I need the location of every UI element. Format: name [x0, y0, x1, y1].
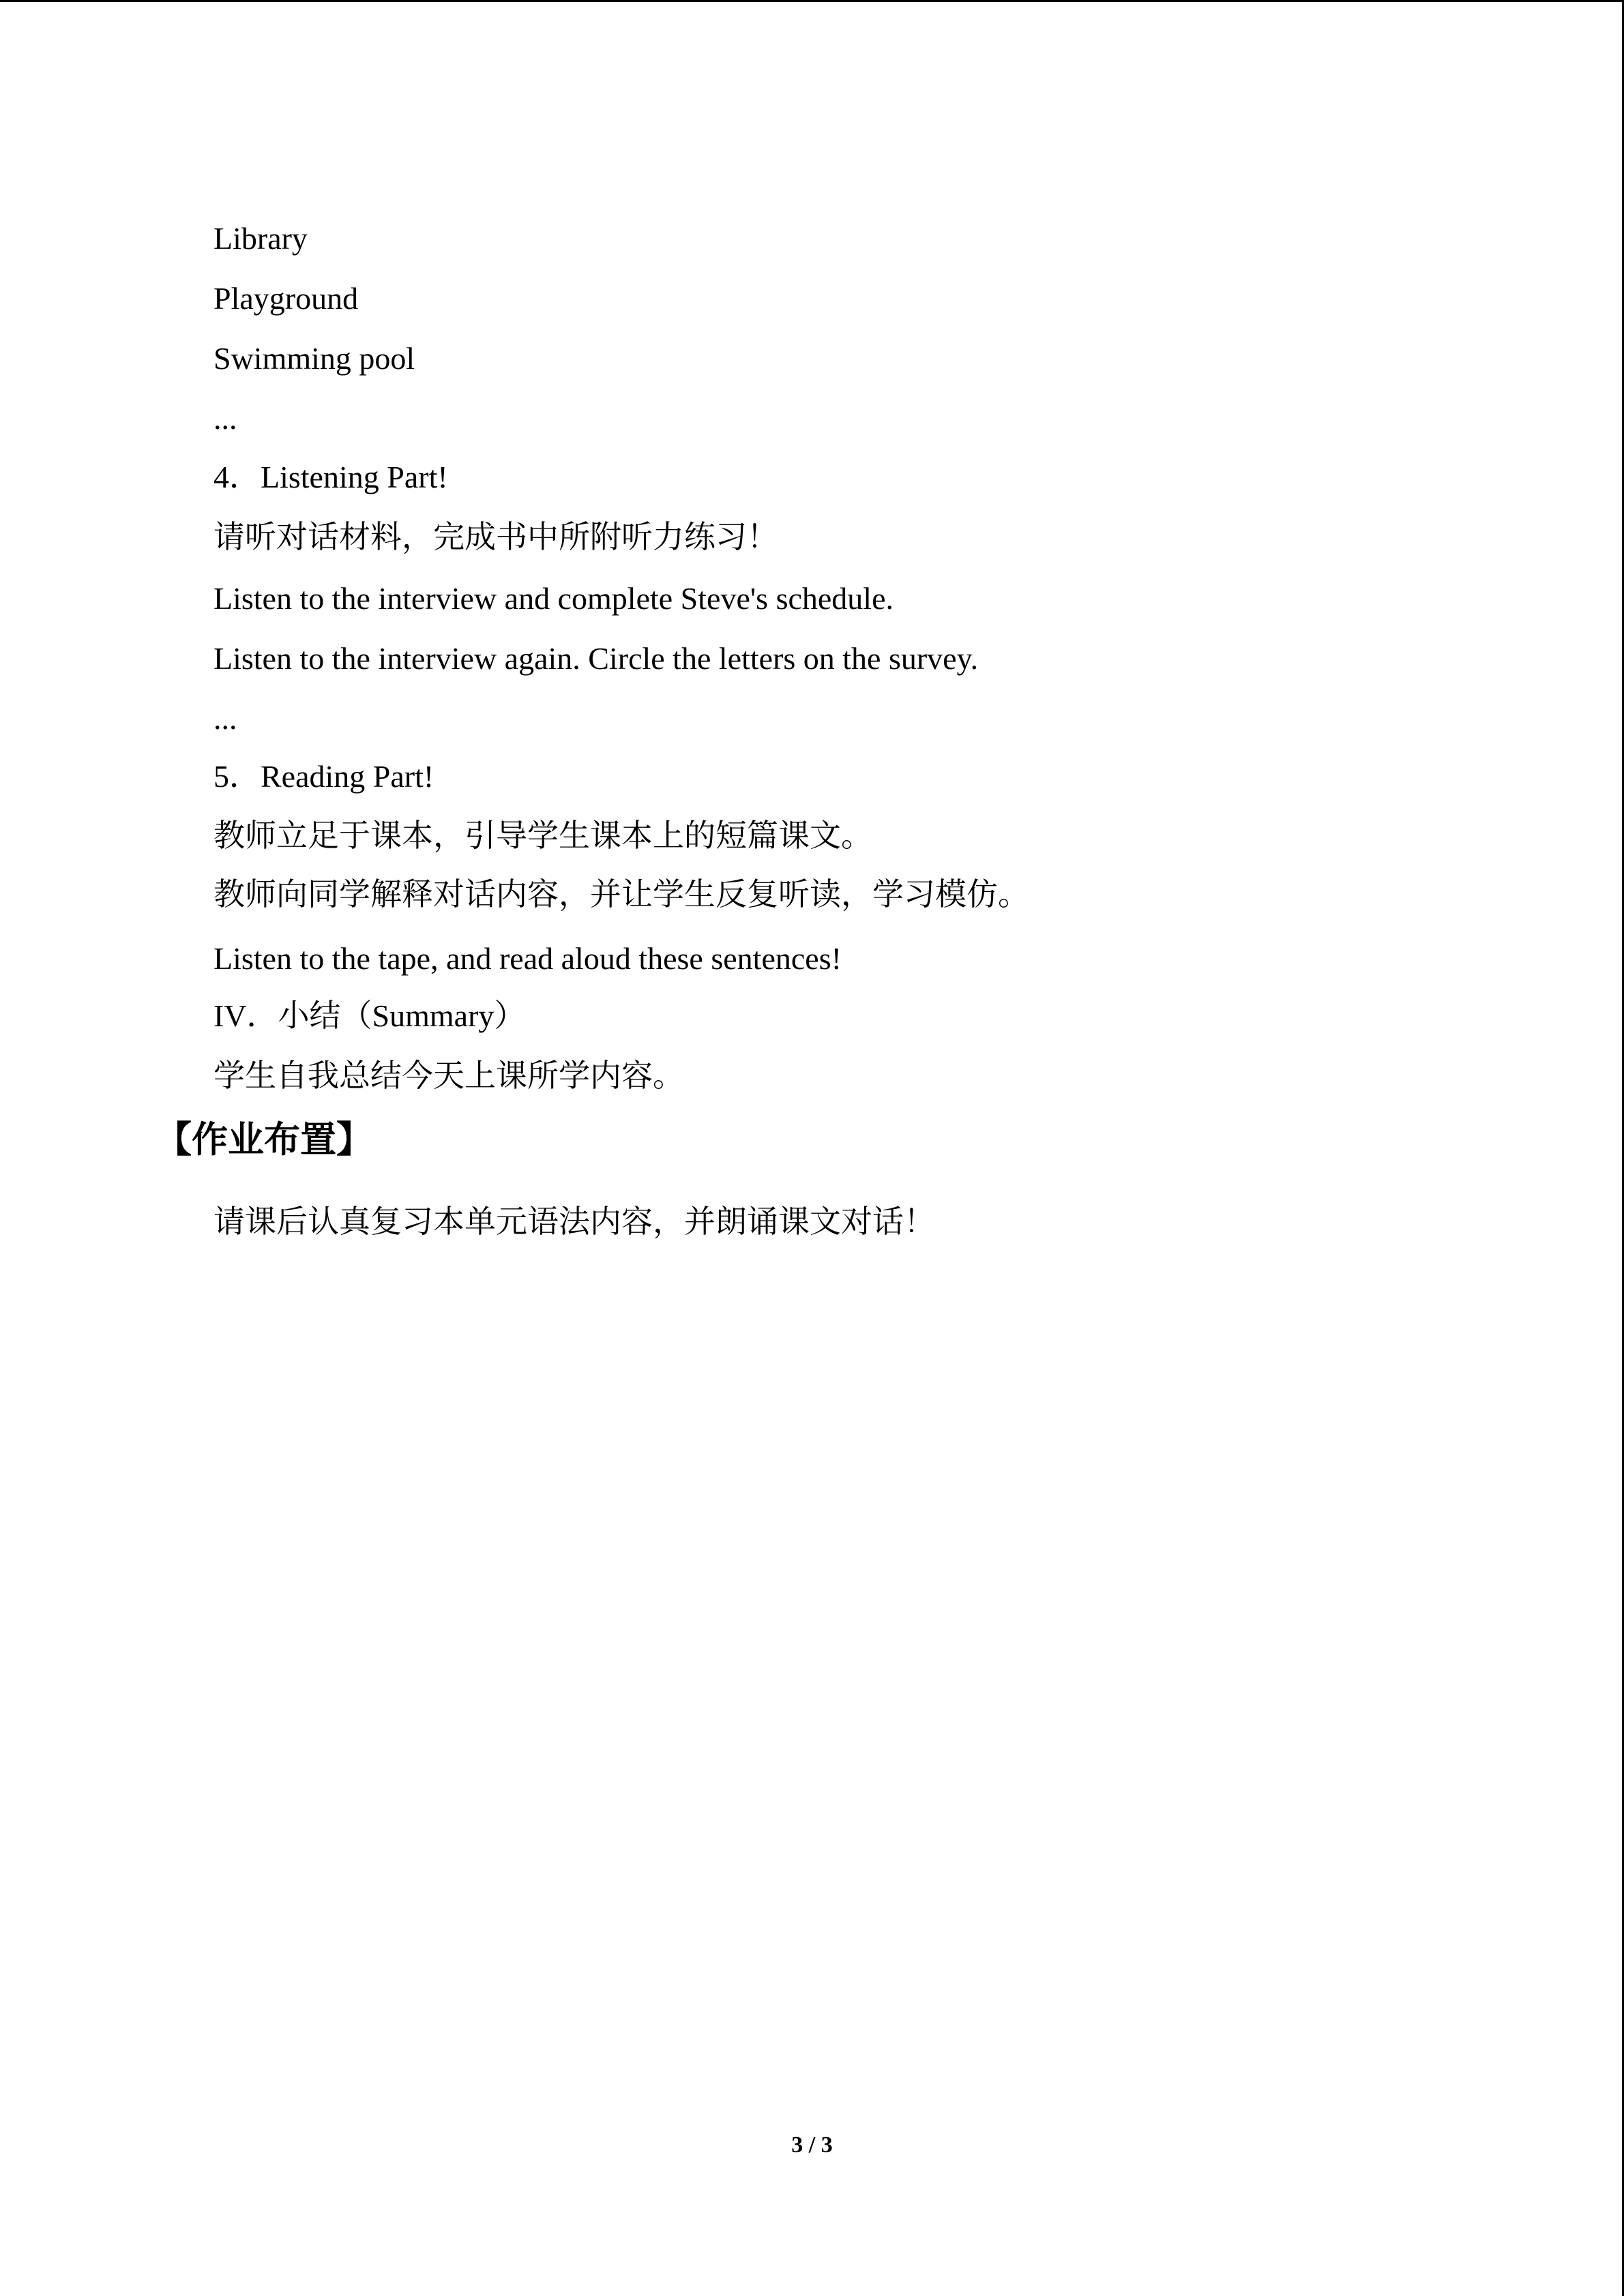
text-line-ellipsis: ...: [213, 701, 237, 736]
text-line-playground: Playground: [213, 281, 359, 316]
text-line-listening-instruction-cn: 请听对话材料，完成书中所附听力练习！: [213, 520, 778, 554]
text-line-swimming-pool: Swimming pool: [213, 341, 415, 376]
section-reading-title: 5．Reading Part!: [213, 759, 434, 794]
homework-heading: 【作业布置】: [156, 1119, 372, 1161]
homework-text: 请课后认真复习本单元语法内容，并朗诵课文对话！: [213, 1204, 935, 1239]
text-line-reading-task: Listen to the tape, and read aloud these sentences!: [213, 941, 842, 976]
section-listening-title: 4．Listening Part!: [213, 460, 448, 494]
page-number: 3 / 3: [791, 2132, 833, 2158]
text-line-listening-task-2: Listen to the interview again. Circle the letters on the survey.: [213, 641, 979, 676]
text-line-ellipsis: ...: [213, 401, 237, 436]
text-line-reading-cn-2: 教师向同学解释对话内容，并让学生反复听读，学习模仿。: [213, 877, 1029, 912]
text-line-summary: 学生自我总结今天上课所学内容。: [213, 1058, 684, 1093]
text-line-library: Library: [213, 221, 308, 256]
text-line-listening-task-1: Listen to the interview and complete Steve's schedule.: [213, 581, 894, 616]
text-line-reading-cn-1: 教师立足于课本，引导学生课本上的短篇课文。: [213, 818, 872, 853]
section-summary-title: IV．小结（Summary）: [213, 998, 526, 1033]
